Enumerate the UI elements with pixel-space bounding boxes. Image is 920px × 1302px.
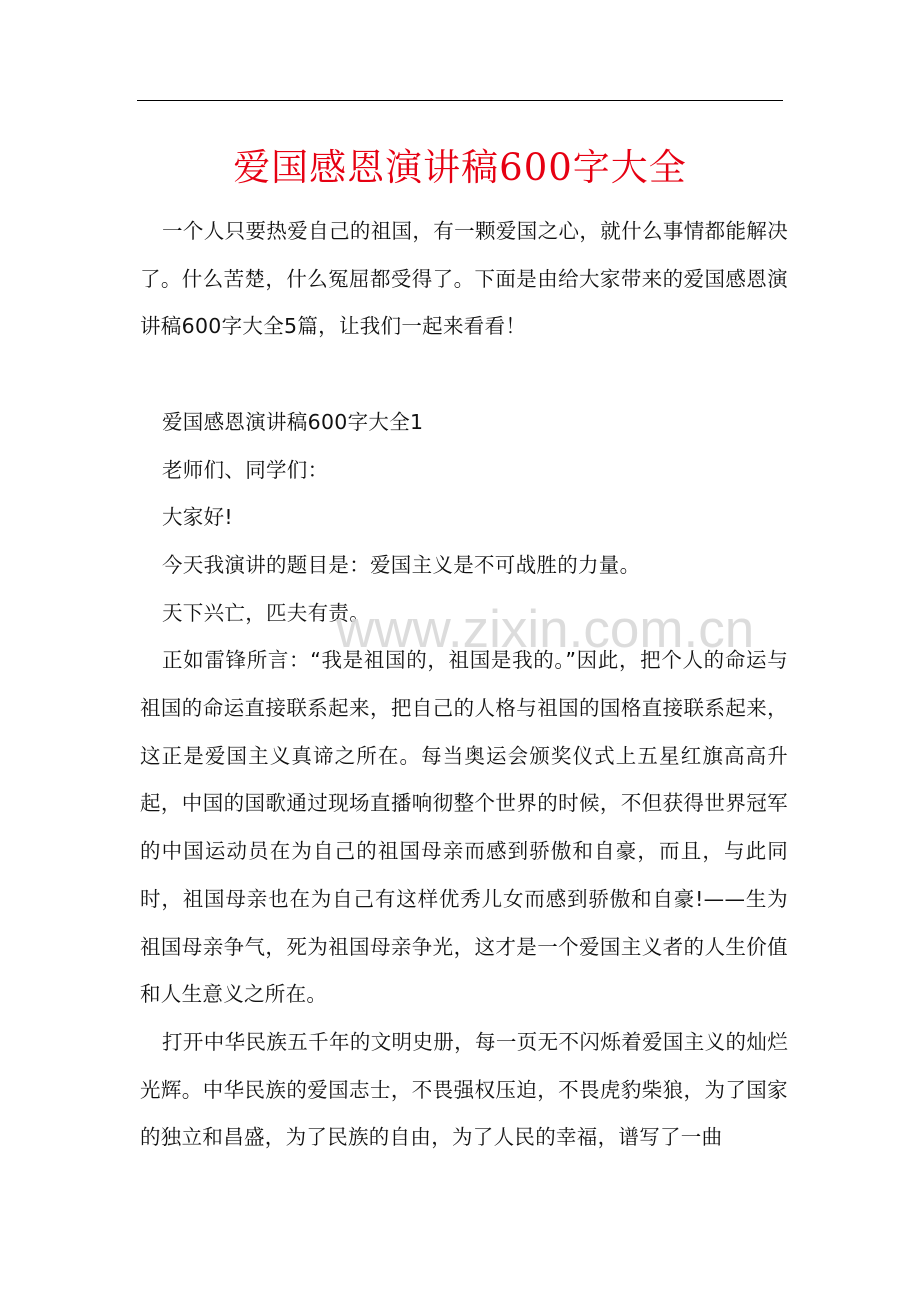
proverb-line: 天下兴亡，匹夫有责。 (162, 600, 370, 625)
greeting: 大家好! (162, 505, 233, 530)
document-body (140, 208, 788, 1162)
body-paragraph: 正如雷锋所言：“我是祖国的，祖国是我的。”因此，把个人的命运与祖国的命运直接联系起来，把自己的人格与祖国的国格直接联系起来，这正是爱国主义真谛之所在。每当奥运会颁奖仪式上五星红旗高高升起，中国的国歌通过现场直播响彻整个世界的时候，不但获得世界冠军的中国运动员在为自己的祖国母亲而感到骄傲和自豪，而且，与此同时，祖国母亲也在为自己有这样优秀儿女而感到骄傲和自豪!——生为祖国母亲争气，死为祖国母亲争光，这才是一个爱国主义者的人生价值和人生意义之所在。 (140, 648, 788, 1007)
paragraph-spacer (140, 351, 788, 399)
document-title: 爱国感恩演讲稿600字大全 (233, 146, 687, 189)
watermark: www.zixin.com.cn (336, 600, 755, 659)
body-paragraph: 打开中华民族五千年的文明史册，每一页无不闪烁着爱国主义的灿烂光辉。中华民族的爱国志士，不畏强权压迫，不畏虎豹柴狼，为了国家的独立和昌盛，为了民族的自由，为了人民的幸福，谱写了一曲 (140, 1029, 788, 1150)
salutation: 老师们、同学们： (162, 457, 329, 482)
speech-topic: 今天我演讲的题目是：爱国主义是不可战胜的力量。 (162, 552, 641, 577)
section-heading: 爱国感恩演讲稿600字大全1 (162, 409, 424, 434)
intro-paragraph: 一个人只要热爱自己的祖国，有一颗爱国之心，就什么事情都能解决了。什么苦楚，什么冤屈都受得了。下面是由给大家带来的爱国感恩演讲稿600字大全5篇，让我们一起来看看！ (140, 219, 788, 339)
header-rule (137, 100, 783, 101)
